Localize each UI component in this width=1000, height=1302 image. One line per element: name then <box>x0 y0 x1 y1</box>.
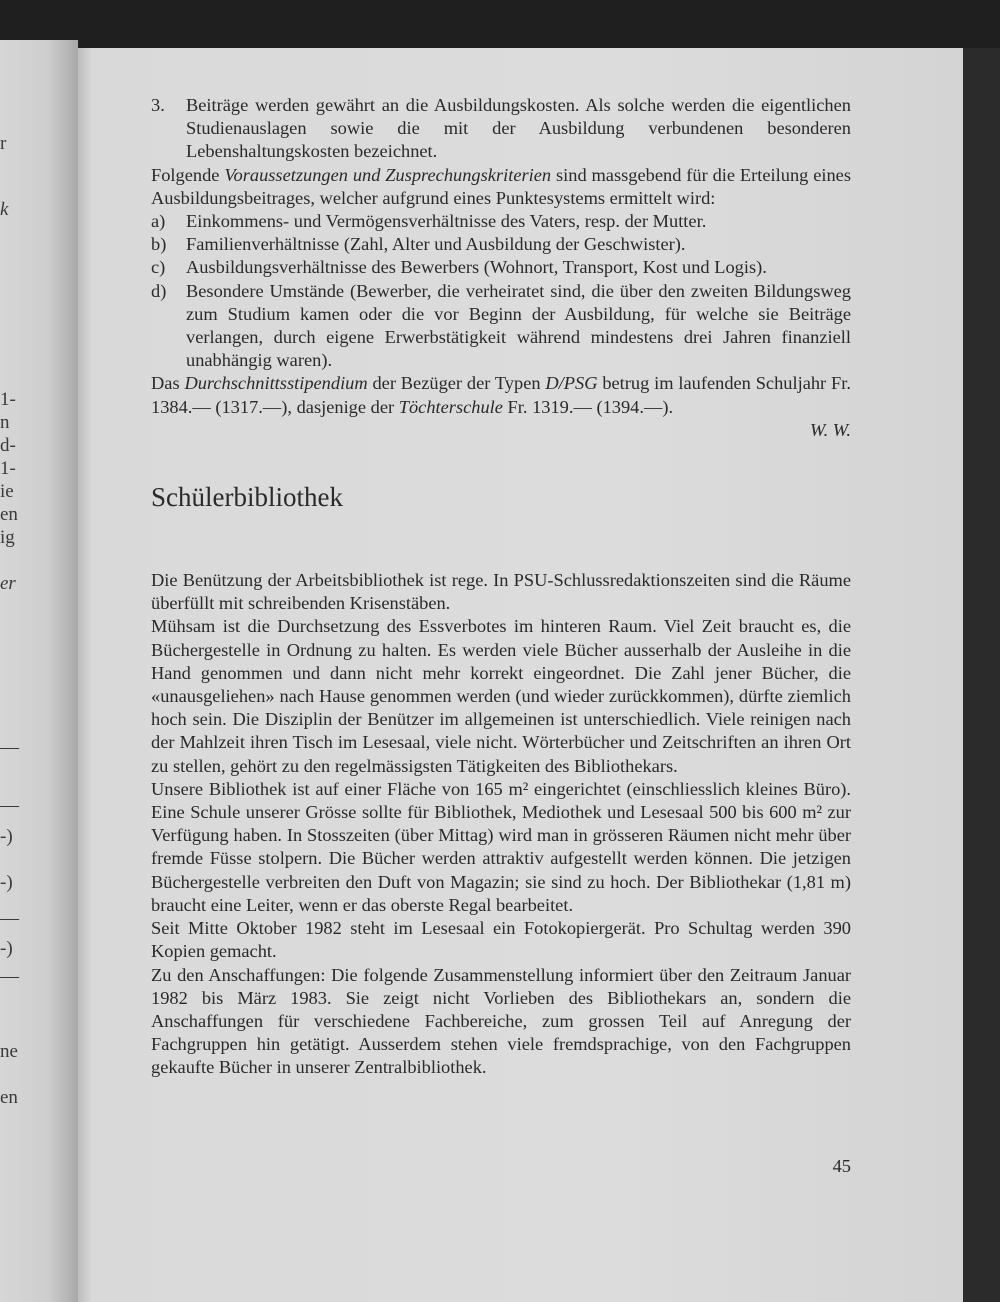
text-run: der Bezüger der Typen <box>372 373 541 394</box>
list-marker: d) <box>151 280 167 301</box>
scan-background-top <box>0 0 1000 48</box>
text-run: Das <box>151 373 180 394</box>
criteria-item-b <box>151 233 851 256</box>
body-paragraph: Die Benützung der Arbeitsbibliothek ist rege. In PSU-Schlussredaktionszeiten sind die Räume überfüllt mit schreibenden Krisenstäben. <box>151 570 851 614</box>
prev-page-fragment: 1- <box>0 389 16 410</box>
prev-page-fragment: d- <box>0 435 16 456</box>
list-marker: 3. <box>151 95 165 115</box>
prev-page-fragment: — <box>0 795 19 816</box>
author-signature: W. W. <box>809 419 851 440</box>
italic-term: Voraussetzungen und Zusprechungskriterien <box>224 164 552 185</box>
prev-page-fragment: ie <box>0 481 14 502</box>
text-run: Fr. 1319.— (1394.—). <box>507 396 674 417</box>
prev-page-fragment: — <box>0 966 19 987</box>
list-marker: b) <box>151 234 167 255</box>
prev-page-fragment: n <box>0 412 10 433</box>
book-page <box>78 48 963 1302</box>
prev-page-fragment: — <box>0 908 19 929</box>
text-run: Folgende <box>151 164 220 185</box>
list-item-text: Besondere Umstände (Bewerber, die verheiratet sind, die über den zweiten Bildungsweg zum Studium kamen oder die vor Beginn der Ausbildung, für welche sie Beiträge verlangen, durch eigene Erwerbstätigkeit während mindestens drei Jahren finanziell unabhängig waren). <box>186 280 851 371</box>
prev-page-fragment: -) <box>0 826 13 847</box>
criteria-item-a <box>151 210 851 233</box>
prev-page-fragment: ig <box>0 527 15 548</box>
criteria-intro <box>151 164 851 210</box>
body-paragraph: Zu den Anschaffungen: Die folgende Zusammenstellung informiert über den Zeitraum Januar 1982 bis März 1983. Sie zeigt nicht Vorlieben des Bibliothekars an, sondern die Anschaffungen für verschiedene Fachbereiche, zum grossen Teil auf Anregung der Fachgruppen hin getätigt. Ausserdem stehen viele fremdsprachige, von den Fachgruppen gekaufte Bücher in unserer Zentralbibliothek. <box>151 964 851 1078</box>
previous-page-edge <box>0 40 78 1302</box>
list-item <box>151 94 851 164</box>
prev-page-fragment: er <box>0 573 16 594</box>
italic-term: Durchschnittsstipendium <box>184 373 368 394</box>
prev-page-fragment: r <box>0 133 7 154</box>
list-item-text: Familienverhältnisse (Zahl, Alter und Ausbildung der Geschwister). <box>186 234 686 255</box>
scan-background-right <box>963 48 1000 1302</box>
body-paragraph: Mühsam ist die Durchsetzung des Essverbotes im hinteren Raum. Viel Zeit braucht es, die Büchergestelle in Ordnung zu halten. Es werden viele Bücher ausserhalb der Ausleihe in die Hand genommen und dann nicht mehr korrekt eingeordnet. Die Zahl jener Bücher, die «unausgeliehen» nach Hause genommen werden (und wieder zurückkommen), dürfte ziemlich hoch sein. Die Disziplin der Benützer im allgemeinen ist unterschiedlich. Viele reinigen nach der Mahlzeit ihren Tisch im Lesesaal, viele nicht. Wörterbücher und Zeitschriften an ihren Ort zu stellen, gehört zu den regelmässigsten Tätigkeiten des Bibliothekars. <box>151 616 851 776</box>
list-marker: a) <box>151 211 166 232</box>
list-item-text: Ausbildungsverhältnisse des Bewerbers (Wohnort, Transport, Kost und Logis). <box>186 257 767 278</box>
criteria-item-c <box>151 256 851 279</box>
prev-page-fragment: k <box>0 199 9 220</box>
prev-page-fragment: en <box>0 1087 18 1108</box>
section-heading: Schülerbibliothek <box>151 482 343 513</box>
list-marker: c) <box>151 257 166 278</box>
prev-page-fragment: -) <box>0 938 13 959</box>
body-paragraph: Unsere Bibliothek ist auf einer Fläche von 165 m² eingerichtet (einschliesslich kleines Büro). Eine Schule unserer Grösse sollte für Bibliothek, Mediothek und Lesesaal 500 bis 600 m² zur Verfügung haben. In Stosszeiten (über Mittag) wird man in grösseren Räumen nicht mehr über fremde Füsse stolpern. Die Bücher werden attraktiv aufgestellt werden können. Die jetzigen Büchergestelle verbreiten den Duft von Magazin; sie sind zu hoch. Der Bibliothekar (1,81 m) braucht eine Leiter, wenn er das oberste Regal bearbeitet. <box>151 778 851 915</box>
list-item-text: Einkommens- und Vermögensverhältnisse des Vaters, resp. der Mutter. <box>186 211 707 232</box>
italic-term: Töchterschule <box>398 396 503 417</box>
list-item-text: Beiträge werden gewährt an die Ausbildungskosten. Als solche werden die eigentlichen Studienauslagen sowie die mit der Ausbildung verbundenen besonderen Lebenshaltungskosten bezeichnet. <box>186 95 851 162</box>
prev-page-fragment: en <box>0 504 18 525</box>
page-number: 45 <box>832 1156 851 1176</box>
italic-term: D/PSG <box>545 373 598 394</box>
body-paragraph: Seit Mitte Oktober 1982 steht im Lesesaal ein Fotokopiergerät. Pro Schultag werden 390 Kopien gemacht. <box>151 918 851 962</box>
average-scholarship-paragraph <box>151 372 851 418</box>
text-run: sind massgebend für die Erteilung eines Ausbildungsbeitrages, welcher aufgrund eines Punktesystems ermittelt wird: <box>151 164 851 208</box>
page-content <box>151 94 851 1080</box>
criteria-item-d <box>151 280 851 373</box>
text-run: betrug im laufenden Schuljahr Fr. 1384.— (1317.—), dasjenige der <box>151 373 851 417</box>
prev-page-fragment: 1- <box>0 458 16 479</box>
prev-page-fragment: -) <box>0 872 13 893</box>
prev-page-fragment: ne <box>0 1041 18 1062</box>
prev-page-fragment: — <box>0 737 19 758</box>
